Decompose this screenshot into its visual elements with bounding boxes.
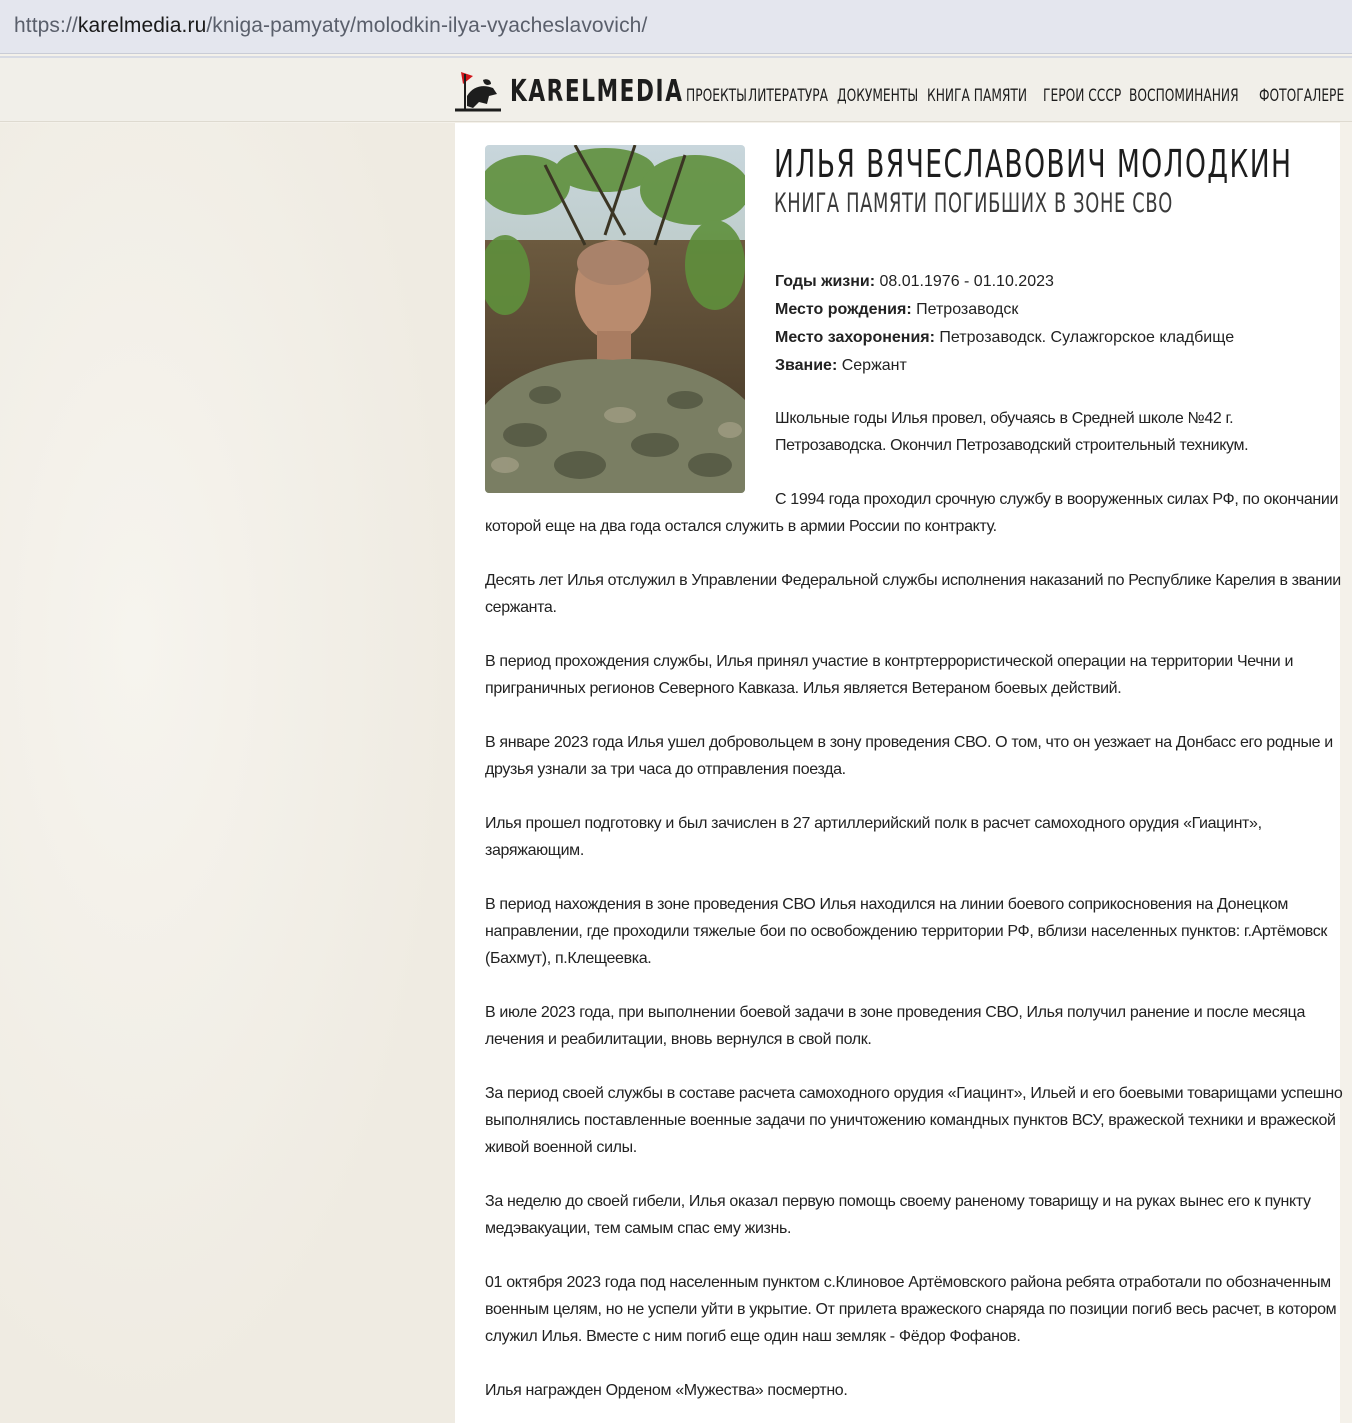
fact-value: Сержант	[837, 357, 907, 374]
fact-value: 08.01.1976 - 01.10.2023	[875, 273, 1054, 290]
url-prefix: https://	[14, 14, 78, 37]
site-header	[0, 56, 1352, 122]
fact-birthplace	[775, 296, 1335, 324]
fact-burial	[775, 324, 1335, 352]
browser-address-bar[interactable]	[0, 0, 1352, 54]
bio-paragraph-9	[485, 1080, 1342, 1161]
bio-line: лечения и реабилитации, вновь вернулся в свой полк.	[485, 1031, 872, 1048]
bio-paragraph-1	[775, 405, 1248, 459]
bio-line: живой военной силы.	[485, 1139, 637, 1156]
bio-line: друзья узнали за три часа до отправления поезда.	[485, 761, 846, 778]
bio-line: направлении, где проходили тяжелые бои по освобождению территории РФ, вблизи населенных пунктов: г.Артёмовск	[485, 923, 1328, 940]
bio-line: За период своей службы в составе расчета самоходного орудия «Гиацинт», Ильей и его боевыми товарищами успешно	[485, 1085, 1343, 1102]
bio-line: В январе 2023 года Илья ушел добровольцем в зону проведения СВО. О том, что он уезжает на Донбасс его родные и	[485, 734, 1333, 751]
bio-line: служил Илья. Вместе с ним погиб еще один наш земляк - Фёдор Фофанов.	[485, 1328, 1021, 1345]
bio-paragraph-8	[485, 999, 1305, 1053]
bio-line: Школьные годы Илья провел, обучаясь в Средней школе №42 г.	[775, 410, 1234, 427]
bio-line: сержанта.	[485, 599, 557, 616]
bio-paragraph-7	[485, 891, 1327, 972]
fact-label: Место захоронения:	[775, 329, 935, 346]
page-subtitle: КНИГА ПАМЯТИ ПОГИБШИХ В ЗОНЕ СВО	[774, 188, 1173, 219]
fact-label: Годы жизни:	[775, 273, 876, 290]
main-menu	[686, 86, 1352, 106]
menu-memory-book[interactable]: КНИГА ПАМЯТИ	[926, 86, 1027, 106]
bio-paragraph-2	[485, 486, 1338, 540]
fact-label: Место рождения:	[775, 301, 912, 318]
bio-line: В июле 2023 года, при выполнении боевой задачи в зоне проведения СВО, Илья получил ранение и после месяца	[485, 1004, 1306, 1021]
bio-line: заряжающим.	[485, 842, 584, 859]
bio-line: военным целям, но не успели уйти в укрытие. От прилета вражеского снаряда по позиции погиб весь расчет, в котором	[485, 1301, 1337, 1318]
bio-line: В период прохождения службы, Илья принял участие в контртеррористической операции на территории Чечни и	[485, 653, 1294, 670]
bio-line: В период нахождения в зоне проведения СВО Илья находился на линии боевого соприкосновения на Донецком	[485, 896, 1289, 913]
bio-line: Илья прошел подготовку и был зачислен в 27 артиллерийский полк в расчет самоходного орудия «Гиацинт»,	[485, 815, 1262, 832]
bio-line: (Бахмут), п.Клещеевка.	[485, 950, 652, 967]
bio-line: приграничных регионов Северного Кавказа. Илья является Ветераном боевых действий.	[485, 680, 1122, 697]
bio-line: медэвакуации, тем самым спас ему жизнь.	[485, 1220, 792, 1237]
bio-line: 01 октября 2023 года под населенным пунктом с.Клиновое Артёмовского района ребята отработали по обозначенным	[485, 1274, 1331, 1291]
bio-line: С 1994 года проходил срочную службу в вооруженных силах РФ, по окончании	[775, 491, 1339, 508]
bio-line: Десять лет Илья отслужил в Управлении Федеральной службы исполнения наказаний по Республике Карелия в звании	[485, 572, 1341, 589]
fact-value: Петрозаводск. Сулажгорское кладбище	[934, 329, 1235, 346]
bio-line: которой еще на два года остался служить в армии России по контракту.	[485, 518, 997, 535]
menu-memoirs[interactable]: ВОСПОМИНАНИЯ	[1129, 86, 1239, 106]
bio-paragraph-10	[485, 1188, 1311, 1242]
url-path: /kniga-pamyaty/molodkin-ilya-vyacheslavovich/	[206, 14, 648, 37]
bio-line: Илья награжден Орденом «Мужества» посмертно.	[485, 1382, 848, 1399]
fact-rank	[775, 352, 1335, 380]
portrait-photo	[485, 145, 745, 493]
fact-years	[775, 268, 1335, 296]
fact-value: Петрозаводск	[911, 301, 1019, 318]
bio-paragraph-11	[485, 1269, 1336, 1350]
bio-line: За неделю до своей гибели, Илья оказал первую помощь своему раненому товарищу и на руках вынес его к пункту	[485, 1193, 1311, 1210]
person-facts	[775, 268, 1335, 380]
menu-documents[interactable]: ДОКУМЕНТЫ	[836, 86, 918, 106]
bio-line: выполнялись поставленные военные задачи по уничтожению командных пунктов ВСУ, вражеской техники и вражеской	[485, 1112, 1336, 1129]
menu-ussr-heroes[interactable]: ГЕРОИ СССР	[1043, 86, 1122, 106]
bio-paragraph-6	[485, 810, 1262, 864]
bio-paragraph-5	[485, 729, 1333, 783]
bio-line: Петрозаводска. Окончил Петрозаводский строительный техникум.	[775, 437, 1249, 454]
url-text[interactable]	[14, 14, 647, 38]
menu-projects[interactable]: ПРОЕКТЫ	[686, 86, 747, 106]
menu-gallery[interactable]: ФОТОГАЛЕРЕ	[1258, 86, 1344, 106]
bio-paragraph-3	[485, 567, 1341, 621]
bio-paragraph-4	[485, 648, 1293, 702]
fact-label: Звание:	[775, 357, 838, 374]
bio-paragraph-12	[485, 1377, 847, 1404]
site-brand[interactable]: KARELMEDIA	[510, 74, 684, 109]
menu-literature[interactable]: ЛИТЕРАТУРА	[748, 86, 829, 106]
url-host: karelmedia.ru	[77, 14, 207, 37]
page-background	[0, 123, 455, 1423]
soldier-flag-logo-icon[interactable]	[453, 66, 503, 116]
page-title: ИЛЬЯ ВЯЧЕСЛАВОВИЧ МОЛОДКИН	[774, 142, 1293, 186]
